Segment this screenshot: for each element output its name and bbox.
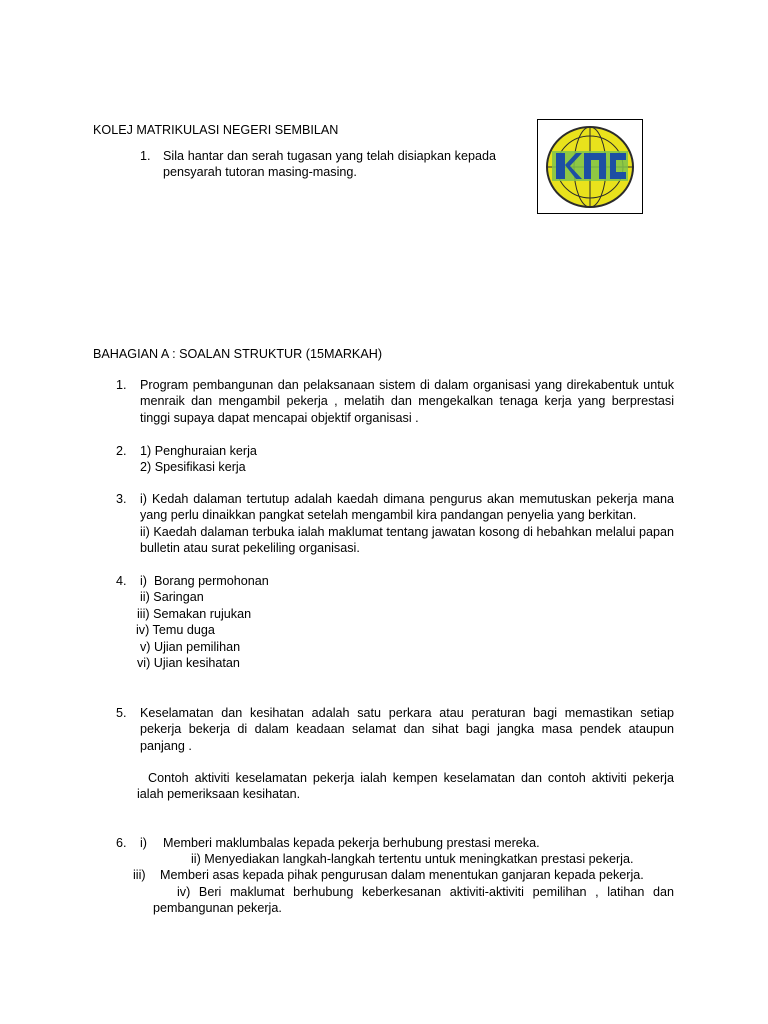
q4-item: vi) Ujian kesihatan <box>137 656 240 670</box>
college-logo <box>537 119 643 214</box>
q2-item: 2) Spesifikasi kerja <box>140 460 246 474</box>
college-name: KOLEJ MATRIKULASI NEGERI SEMBILAN <box>93 123 339 137</box>
section-title: BAHAGIAN A : SOALAN STRUKTUR (15MARKAH) <box>93 347 383 361</box>
q5-paragraph-2: Contoh aktiviti keselamatan pekerja ialah kempen keselamatan dan contoh aktiviti pekerja ialah pemeriksaan kesihatan. <box>137 771 674 802</box>
q3-paragraph-1: i) Kedah dalaman tertutup adalah kaedah dimana pengurus akan memutuskan pekerja mana yang perlu dinaikkan pangkat setelah mengambil kira pandangan penyelia yang berkitan. <box>140 492 674 523</box>
q4-item: iii) Semakan rujukan <box>137 607 252 621</box>
q2-number: 2. <box>116 444 127 458</box>
instruction-text: Sila hantar dan serah tugasan yang telah disiapkan kepada pensyarah tutoran masing-masing. <box>163 149 496 180</box>
q6-number: 6. <box>116 836 127 850</box>
q1-text: Program pembangunan dan pelaksanaan sistem di dalam organisasi yang direkabentuk untuk menraik dan mengambil pekerja , melatih dan mengekalkan tenaga kerja yang berprestasi tinggi supaya dapat mencapai objektif organisasi . <box>140 378 674 425</box>
q6-iv-text: iv) Beri maklumat berhubung keberkesanan aktiviti-aktiviti pemilihan , latihan dan pembangunan pekerja. <box>153 885 674 916</box>
q4-number: 4. <box>116 574 127 588</box>
q4-item: ii) Saringan <box>140 590 204 604</box>
instruction-number: 1. <box>140 149 151 163</box>
q4-item: v) Ujian pemilihan <box>140 640 241 654</box>
q5-number: 5. <box>116 706 127 720</box>
q3-number: 3. <box>116 492 127 506</box>
q6-ii-text: ii) Menyediakan langkah-langkah tertentu untuk meningkatkan prestasi pekerja. <box>191 852 634 866</box>
q6-iii-label: iii) <box>133 868 146 882</box>
q4-item: i) Borang permohonan <box>140 574 269 588</box>
q6-i-label: i) <box>140 836 147 850</box>
q2-item: 1) Penghuraian kerja <box>140 444 257 458</box>
q1-number: 1. <box>116 378 127 392</box>
q6-iii-text: Memberi asas kepada pihak pengurusan dalam menentukan ganjaran kepada pekerja. <box>160 868 644 882</box>
q6-i-text: Memberi maklumbalas kepada pekerja berhubung prestasi mereka. <box>163 836 540 850</box>
q3-paragraph-2: ii) Kaedah dalaman terbuka ialah maklumat tentang jawatan kosong di hebahkan melalui papan bulletin atau surat pekeliling organisasi. <box>140 525 674 556</box>
kmns-logo-icon <box>544 124 636 210</box>
q5-paragraph-1: Keselamatan dan kesihatan adalah satu perkara atau peraturan bagi memastikan setiap pekerja bekerja di dalam keadaan selamat dan sihat bagi jangka masa pendek ataupun panjang . <box>140 706 674 753</box>
q4-item: iv) Temu duga <box>136 623 215 637</box>
